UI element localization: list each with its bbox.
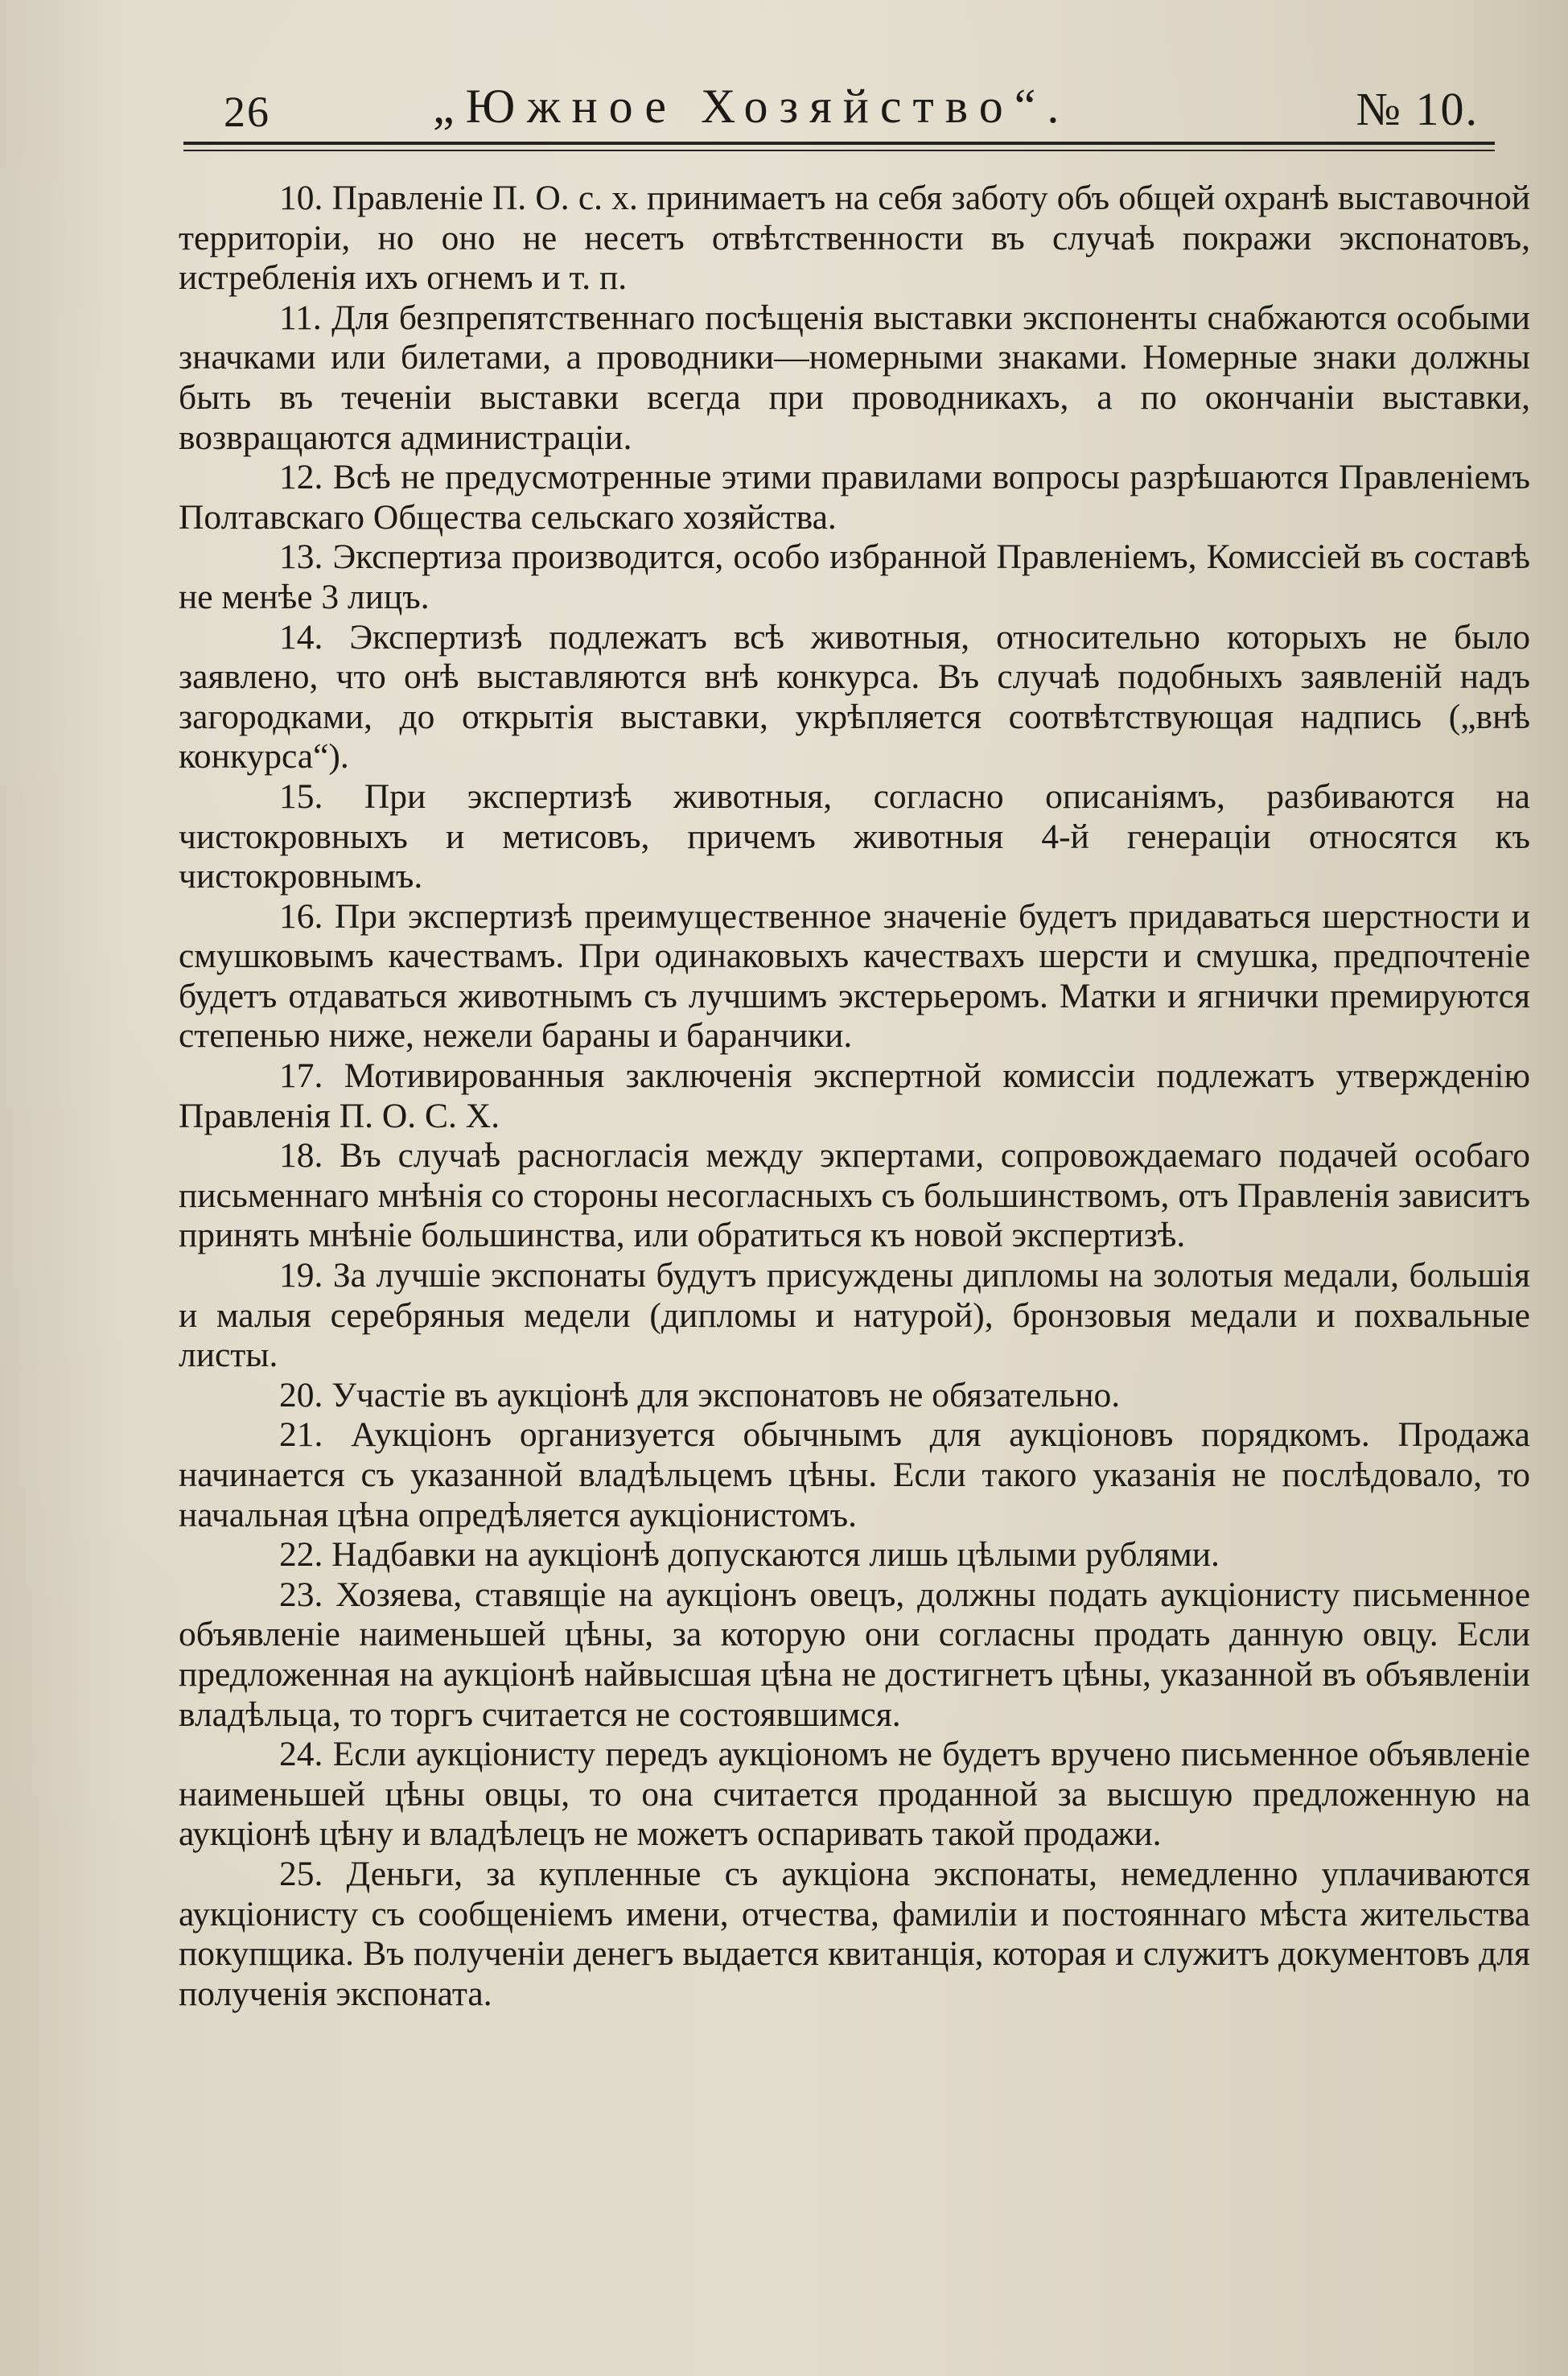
- paragraph-13: 13. Экспертиза производится, особо избранной Правленіемъ, Комиссіей въ составѣ не менѣе 3 лицъ.: [179, 537, 1530, 616]
- paragraph-25: 25. Деньги, за купленные съ аукціона экспонаты, немедленно уплачиваются аукціонисту съ сообщеніемъ имени, отчества, фамиліи и постояннаго мѣста жительства покупщика. Въ полученіи денегъ выдается квитанція, которая и служитъ документовъ для полученія экспоната.: [179, 1854, 1530, 2013]
- paragraph-17: 17. Мотивированныя заключенія экспертной комиссіи подлежатъ утвержденію Правленія П. О. С. Х.: [179, 1056, 1530, 1135]
- paragraph-20: 20. Участіе въ аукціонѣ для экспонатовъ не обязательно.: [279, 1375, 1121, 1414]
- paragraph-16: 16. При экспертизѣ преимущественное значеніе будетъ придаваться шерстности и смушковымъ качествамъ. При одинаковыхъ качествахъ шерсти и смушка, предпочтеніе будетъ отдаваться животнымъ съ лучшимъ экстерьеромъ. Матки и ягнички премируются степенью ниже, нежели бараны и баранчики.: [179, 896, 1530, 1056]
- journal-title: „Южное Хозяйство“.: [433, 80, 1071, 133]
- paragraph-11: 11. Для безпрепятственнаго посѣщенія выставки экспоненты снабжаются особыми значками или билетами, а проводники—номерными знаками. Номерные знаки должны быть въ теченіи выставки всегда при проводникахъ, а по окончаніи выставки, возвращаются администраціи.: [179, 298, 1530, 457]
- paragraph-23: 23. Хозяева, ставящіе на аукціонъ овецъ, должны подать аукціонисту письменное объявленіе наименьшей цѣны, за которую они согласны продать данную овцу. Если предложенная на аукціонѣ найвысшая цѣна не достигнетъ цѣны, указанной въ объявленіи владѣльца, то торгъ считается не состоявшимся.: [179, 1575, 1530, 1734]
- header-rule-thick: [183, 142, 1495, 145]
- running-header: [183, 74, 1495, 146]
- paragraph-24: 24. Если аукціонисту передъ аукціономъ не будетъ вручено письменное объявленіе наименьшей цѣны овцы, то она считается проданной за высшую предложенную на аукціонѣ цѣну и владѣлецъ не можетъ оспаривать такой продажи.: [179, 1735, 1530, 1854]
- paragraph-10: 10. Правленіе П. О. с. х. принимаетъ на себя заботу объ общей охранѣ выставочной территоріи, но оно не несетъ отвѣтственности въ случаѣ покражи экспонатовъ, истребленія ихъ огнемъ и т. п.: [179, 179, 1530, 298]
- article-body: [179, 179, 1530, 2014]
- paragraph-12: 12. Всѣ не предусмотренные этими правилами вопросы разрѣшаются Правленіемъ Полтавскаго Общества сельскаго хозяйства.: [179, 458, 1530, 537]
- paragraph-21: 21. Аукціонъ организуется обычнымъ для аукціоновъ порядкомъ. Продажа начинается съ указанной владѣльцемъ цѣны. Если такого указанія не послѣдовало, то начальная цѣна опредѣляется аукціонистомъ.: [179, 1415, 1530, 1534]
- paragraph-18: 18. Въ случаѣ расногласія между экпертами, сопровождаемаго подачей особаго письменнаго мнѣнія со стороны несогласныхъ съ большинствомъ, отъ Правленія зависитъ принять мнѣніе большинства, или обратиться къ новой экспертизѣ.: [179, 1136, 1530, 1255]
- issue-number: № 10.: [1356, 83, 1479, 135]
- page-number: 26: [224, 88, 270, 136]
- header-rule-thin: [183, 150, 1495, 151]
- paragraph-19: 19. За лучшіе экспонаты будутъ присуждены дипломы на золотыя медали, большія и малыя серебряныя медели (дипломы и натурой), бронзовыя медали и похвальные листы.: [179, 1256, 1530, 1375]
- paragraph-22: 22. Надбавки на аукціонѣ допускаются лишь цѣлыми рублями.: [279, 1535, 1220, 1575]
- paragraph-14: 14. Экспертизѣ подлежатъ всѣ животныя, относительно которыхъ не было заявлено, что онѣ выставляются внѣ конкурса. Въ случаѣ подобныхъ заявленій надъ загородками, до открытія выставки, укрѣпляется соотвѣтствующая надпись („внѣ конкурса“).: [179, 617, 1530, 776]
- paragraph-15: 15. При экспертизѣ животныя, согласно описаніямъ, разбиваются на чистокровныхъ и метисовъ, причемъ животныя 4-й генераціи относятся къ чистокровнымъ.: [179, 776, 1530, 896]
